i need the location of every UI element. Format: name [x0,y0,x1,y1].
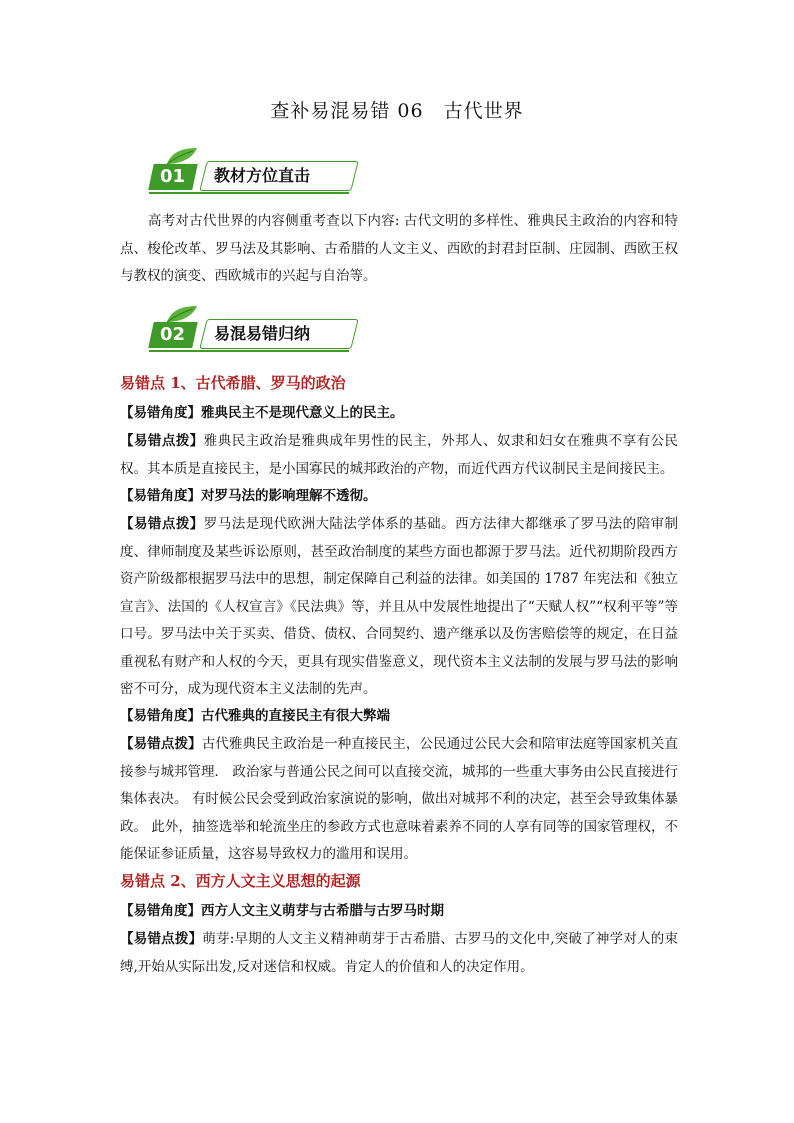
leaf-icon [163,146,203,166]
point-1-angle-3: 【易错角度】古代雅典的直接民主有很大弊端 [120,708,390,724]
section-underline [149,350,349,352]
section-number: 02 [148,322,198,348]
section-header-02 [145,308,355,354]
section-label: 易混易错归纳 [214,324,311,343]
point-2-tip-1: 【易错点拨】萌芽:早期的人文主义精神萌芽于古希腊、古罗马的文化中,突破了神学对人的束缚,开始从实际出发,反对迷信和权威。肯定人的价值和人的决定作用。 [120,931,678,975]
point-1-angle-2: 【易错角度】对罗马法的影响理解不透彻。 [120,488,377,504]
point-1-tip-3: 【易错点拨】古代雅典民主政治是一种直接民主，公民通过公民大会和陪审法庭等国家机关直接参与城邦管理． 政治家与普通公民之间可以直接交流，城邦的一些重大事务由公民直接进行集体表决。 有时候公民会受到政治家演说的影响，做出对城邦不利的决定，甚至会导致集体暴政。 此外，抽签选举和轮流坐庄的参政方式也意味着素养不同的人享有同等的国家管理权，不能保证参证质量，这容易导致权力的滥用和误用。 [120,736,679,862]
section-label: 教材方位直击 [214,166,311,185]
section-label-box [199,161,358,191]
point-1-title: 易错点 1、古代希腊、罗马的政治 [120,374,346,392]
section-header-01 [145,150,355,196]
point-1-tip-2: 【易错点拨】罗马法是现代欧洲大陆法学体系的基础。西方法律大都继承了罗马法的陪审制度、律师制度及某些诉讼原则，甚至政治制度的某些方面也都源于罗马法。近代初期阶段西方资产阶级都根据罗马法中的思想，制定保障自己利益的法律。如美国的 1787 年宪法和《独立宣言》、法国的《人权宣言》《民法典》等，并且从中发展性地提出了“天赋人权”“权利平等”等口号。罗马法中关于买卖、借贷、债权、合同契约、遗产继承以及伤害赔偿等的规定，在日益重视私有财产和人权的今天，更具有现实借鉴意义，现代资本主义法制的发展与罗马法的影响密不可分，成为现代资本主义法制的先声。 [120,516,679,697]
section-number: 01 [148,164,198,190]
leaf-icon [163,304,203,324]
point-2-title: 易错点 2、西方人文主义思想的起源 [120,872,361,890]
point-1-angle-1: 【易错角度】雅典民主不是现代意义上的民主。 [120,405,404,421]
point-2-angle-1: 【易错角度】西方人文主义萌芽与古希腊与古罗马时期 [120,903,444,919]
point-1-tip-1: 【易错点拨】雅典民主政治是雅典成年男性的民主，外邦人、奴隶和妇女在雅典不享有公民权。其本质是直接民主，是小国寡民的城邦政治的产物，而近代西方代议制民主是间接民主。 [120,433,679,477]
section-underline [149,192,349,194]
intro-paragraph: 高考对古代世界的内容侧重考查以下内容: 古代文明的多样性、雅典民主政治的内容和特点、梭伦改革、罗马法及其影响、古希腊的人文主义、西欧的封君封臣制、庄园制、西欧王权与教权的演变、西欧城市的兴起与自治等。 [120,213,678,284]
page-title: 查补易混易错 06 古代世界 [270,100,524,122]
section-label-box [199,319,358,349]
